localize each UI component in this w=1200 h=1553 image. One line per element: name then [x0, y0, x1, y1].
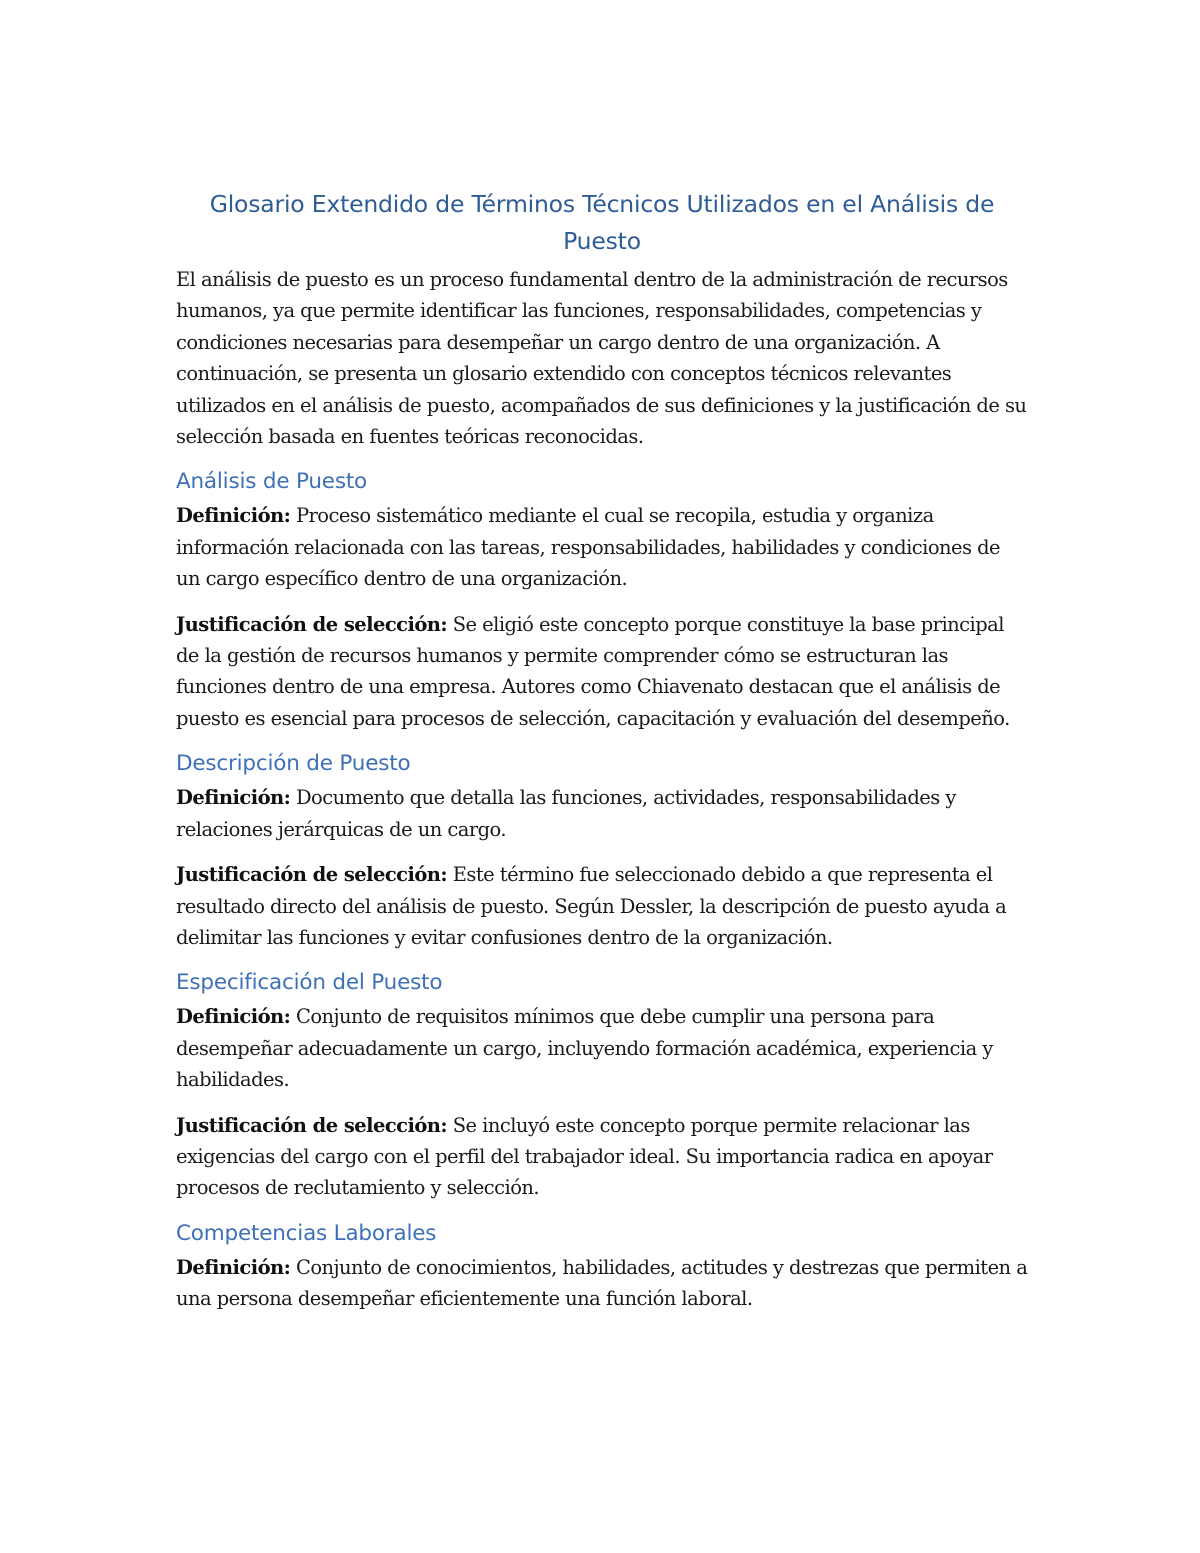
definition-text: Conjunto de conocimientos, habilidades, actitudes y destrezas que permiten a una persona desempeñar eficientemente una función laboral. — [176, 1255, 1028, 1311]
justification-label: Justificación de selección: — [176, 612, 448, 636]
justification-text: Este término fue seleccionado debido a que representa el resultado directo del análisis de puesto. Según Dessler, la descripción de puesto ayuda a delimitar las funciones y evitar confusiones dentro de la organización. — [176, 863, 1007, 949]
justification-text: Se incluyó este concepto porque permite relacionar las exigencias del cargo con el perfil del trabajador ideal. Su importancia radica en apoyar procesos de reclutamiento y selección. — [176, 1113, 993, 1200]
justification-paragraph — [176, 1110, 1028, 1204]
intro-paragraph: El análisis de puesto es un proceso fundamental dentro de la administración de recursos humanos, ya que permite identificar las funciones, responsabilidades, competencias y condiciones necesarias para desempeñar un cargo dentro de una organización. A continuación, se presenta un glosario extendido con conceptos técnicos relevantes utilizados en el análisis de puesto, acompañados de sus definiciones y la justificación de su selección basada en fuentes teóricas reconocidas. — [176, 268, 1027, 449]
document-title: Glosario Extendido de Términos Técnicos Utilizados en el Análisis de Puesto — [209, 190, 995, 255]
section-heading: Especificación del Puesto — [176, 970, 443, 996]
glossary-entry-descripcion-de-puesto — [176, 748, 1028, 953]
definition-paragraph — [176, 500, 1028, 594]
justification-paragraph — [176, 609, 1028, 735]
glossary-entry-especificacion-del-puesto — [176, 967, 1028, 1203]
justification-label: Justificación de selección: — [176, 1113, 448, 1137]
glossary-entry-competencias-laborales — [176, 1218, 1028, 1315]
definition-label: Definición: — [176, 1005, 291, 1029]
justification-paragraph — [176, 859, 1028, 953]
justification-label: Justificación de selección: — [176, 863, 448, 887]
glossary-entry-analisis-de-puesto — [176, 466, 1028, 734]
justification-text: Se eligió este concepto porque constituye la base principal de la gestión de recursos humanos y permite comprender cómo se estructuran las funciones dentro de una empresa. Autores como Chiavenato destacan que el análisis de puesto es esencial para procesos de selección, capacitación y evaluación del desempeño. — [176, 612, 1010, 730]
definition-paragraph — [176, 1252, 1028, 1315]
definition-label: Definición: — [176, 1255, 291, 1279]
definition-paragraph — [176, 1001, 1028, 1095]
section-heading: Análisis de Puesto — [176, 469, 368, 495]
definition-text: Conjunto de requisitos mínimos que debe cumplir una persona para desempeñar adecuadamente un cargo, incluyendo formación académica, experiencia y habilidades. — [176, 1005, 993, 1092]
definition-paragraph — [176, 782, 1028, 845]
document-body — [176, 186, 1028, 1329]
section-heading: Descripción de Puesto — [176, 751, 411, 777]
definition-text: Proceso sistemático mediante el cual se recopila, estudia y organiza información relacionada con las tareas, responsabilidades, habilidades y condiciones de un cargo específico dentro de una organización. — [176, 504, 1001, 591]
section-heading: Competencias Laborales — [176, 1220, 437, 1246]
definition-label: Definición: — [176, 786, 291, 810]
definition-label: Definición: — [176, 504, 291, 528]
definition-text: Documento que detalla las funciones, actividades, responsabilidades y relaciones jerárquicas de un cargo. — [176, 786, 956, 841]
